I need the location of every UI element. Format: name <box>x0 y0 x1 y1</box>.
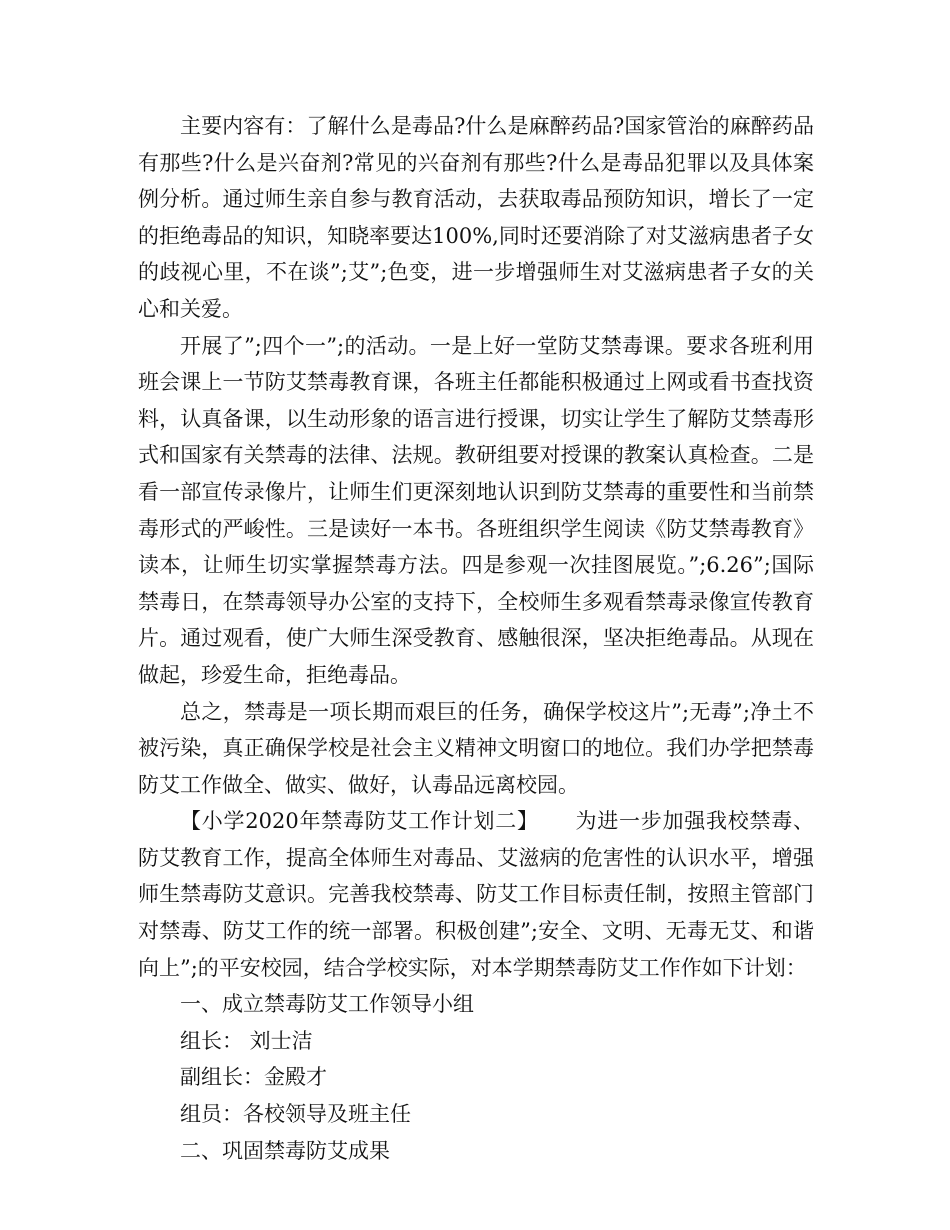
paragraph-main-content: 主要内容有：了解什么是毒品?什么是麻醉药品?国家管治的麻醉药品有那些?什么是兴奋剂?常见的兴奋剂有那些?什么是毒品犯罪以及具体案例分析。通过师生亲自参与教育活动，去获取毒品预防知识，增长了一定的拒绝毒品的知识，知晓率要达100%,同时还要消除了对艾滋病患者子女的歧视心里，不在谈”;艾”;色变，进一步增强师生对艾滋病患者子女的关心和关爱。 <box>138 114 814 321</box>
members-line: 组员：各校领导及班主任 <box>180 1102 411 1127</box>
paragraph-plan-two <box>138 803 814 986</box>
plan-intro: 为进一步加强我校禁毒、防艾教育工作，提高全体师生对毒品、艾滋病的危害性的认识水平，增强师生禁毒防艾意识。完善我校禁毒、防艾工作目标责任制，按照主管部门对禁毒、防艾工作的统一部署。积极创建”;安全、文明、无毒无艾、和谐向上”;的平安校园，结合学校实际，对本学期禁毒防艾工作作如下计划： <box>138 809 815 980</box>
deputy-leader-line: 副组长：金殿才 <box>180 1065 327 1090</box>
document-body <box>138 108 814 1169</box>
section-heading-two: 二、巩固禁毒防艾成果 <box>180 1138 390 1163</box>
paragraph-conclusion: 总之，禁毒是一项长期而艰巨的任务，确保学校这片”;无毒”;净土不被污染，真正确保学校是社会主义精神文明窗口的地位。我们办学把禁毒防艾工作做全、做实、做好，认毒品远离校园。 <box>138 699 814 797</box>
paragraph-four-activities: 开展了”;四个一”;的活动。一是上好一堂防艾禁毒课。要求各班利用班会课上一节防艾禁毒教育课，各班主任都能积极通过上网或看书查找资料，认真备课，以生动形象的语言进行授课，切实让学生了解防艾禁毒形式和国家有关禁毒的法律、法规。教研组要对授课的教案认真检查。二是看一部宣传录像片，让师生们更深刻地认识到防艾禁毒的重要性和当前禁毒形式的严峻性。三是读好一本书。各班组织学生阅读《防艾禁毒教育》读本，让师生切实掌握禁毒方法。四是参观一次挂图展览。”;6.26”;国际禁毒日，在禁毒领导办公室的支持下，全校师生多观看禁毒录像宣传教育片。通过观看，使广大师生深受教育、感触很深，坚决拒绝毒品。从现在做起，珍爱生命，拒绝毒品。 <box>138 333 814 687</box>
plan-heading: 【小学2020年禁毒防艾工作计划二】 <box>180 809 539 834</box>
section-heading-one: 一、成立禁毒防艾工作领导小组 <box>180 992 474 1017</box>
leader-line: 组长： 刘士洁 <box>180 1028 313 1053</box>
